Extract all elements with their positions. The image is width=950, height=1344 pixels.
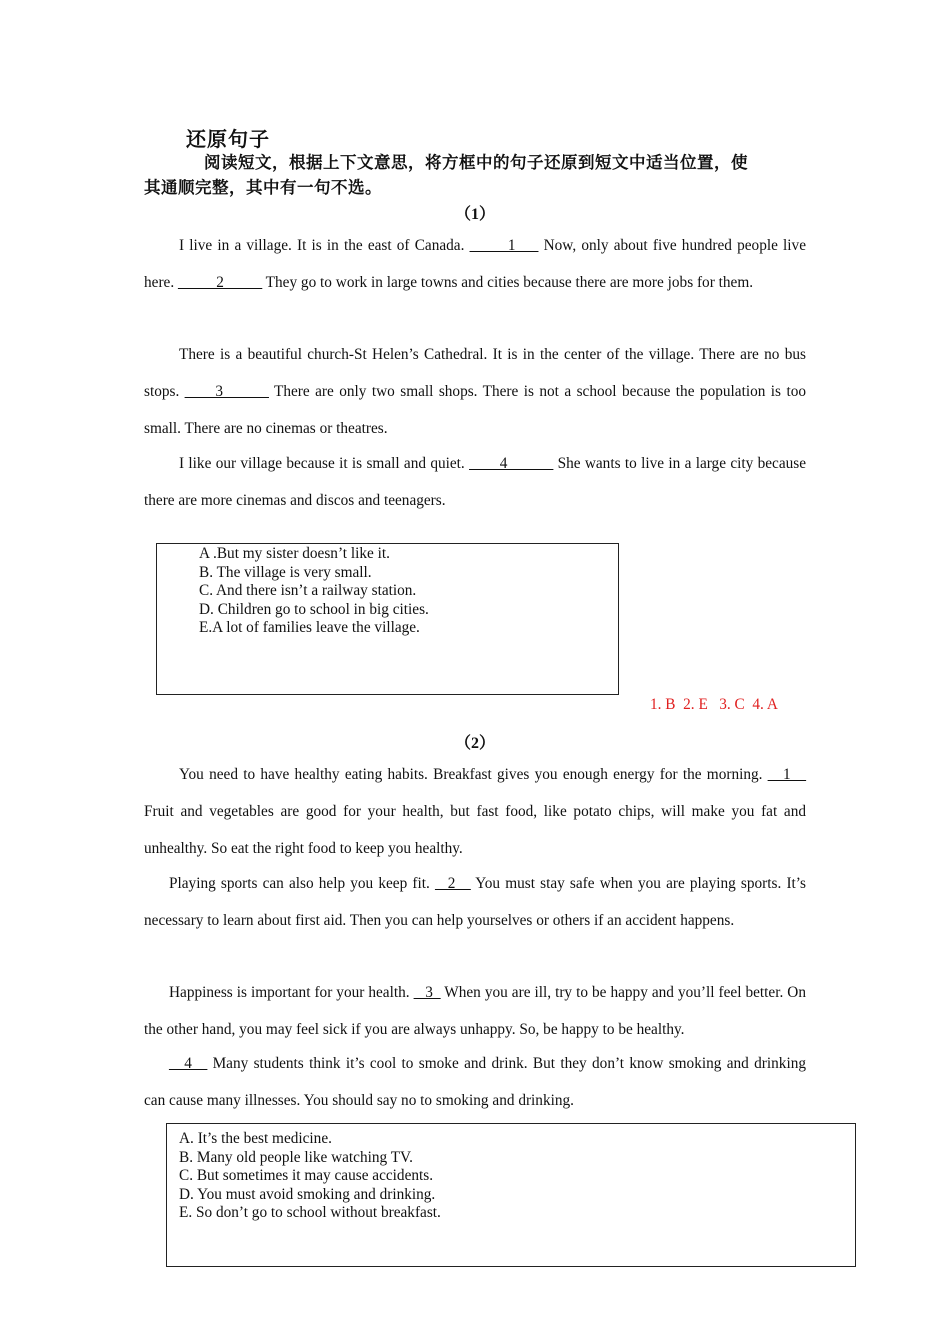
s2-blank-3: _3_ bbox=[413, 984, 441, 1001]
section-2-passage-4 bbox=[144, 1045, 806, 1119]
blank-1: _____1___ bbox=[469, 237, 539, 254]
s1-paragraph-3: I like our village because it is small and quiet. ____4______ She wants to live in a large city because there are more cinemas and discos and teenagers. bbox=[144, 455, 806, 509]
section-1-label: （1） bbox=[454, 206, 495, 223]
s2-paragraph-4: __4__ Many students think it’s cool to smoke and drink. But they don’t know smoking and drinking can cause many illnesses. You should say no to smoking and drinking. bbox=[144, 1055, 806, 1109]
s1-option-e: E.A lot of families leave the village. bbox=[199, 619, 420, 637]
s2-blank-2: _2__ bbox=[434, 875, 471, 892]
section-2-options-box bbox=[166, 1123, 856, 1267]
s1-option-b: B. The village is very small. bbox=[199, 563, 372, 581]
s2-option-e: E. So don’t go to school without breakfast. bbox=[179, 1204, 441, 1222]
instructions bbox=[144, 150, 806, 200]
section-2-label: （2） bbox=[454, 735, 495, 752]
s1-paragraph-2: There is a beautiful church-St Helen’s Cathedral. It is in the center of the village. There are no bus stops. ____3______ There are only two small shops. There is not a school because the population is too small. There are no cinemas or theatres. bbox=[144, 346, 806, 437]
s2-paragraph-3: Happiness is important for your health. _3_ When you are ill, try to be happy and you’ll feel better. On the other hand, you may feel sick if you are always unhappy. So, be happy to be healthy. bbox=[144, 984, 806, 1038]
s2-option-c: C. But sometimes it may cause accidents. bbox=[179, 1167, 434, 1185]
s1-option-a: A .But my sister doesn’t like it. bbox=[199, 545, 390, 562]
s2-option-a: A. It’s the best medicine. bbox=[179, 1130, 332, 1147]
blank-2: _____2_____ bbox=[177, 274, 263, 291]
section-1-answers: 1. B 2. E 3. C 4. A bbox=[650, 696, 778, 713]
section-2-passage-2 bbox=[144, 865, 806, 939]
s1-paragraph-1: I live in a village. It is in the east of Canada. _____1___ Now, only about five hundred people live here. _____2_____ They go to work in large towns and cities because there are more jobs for them. bbox=[144, 237, 806, 291]
section-1-options-box bbox=[156, 543, 619, 695]
section-1-passage-3 bbox=[144, 445, 806, 519]
s2-blank-1: __1__ bbox=[767, 766, 806, 783]
section-1-passage bbox=[144, 227, 806, 301]
s1-option-c: C. And there isn’t a railway station. bbox=[199, 582, 417, 600]
section-2-passage-3 bbox=[144, 974, 806, 1048]
blank-4: ____4______ bbox=[469, 455, 554, 472]
s2-option-d: D. You must avoid smoking and drinking. bbox=[179, 1185, 436, 1203]
s2-blank-4: __4__ bbox=[169, 1055, 208, 1072]
section-2-passage bbox=[144, 756, 806, 867]
section-1-passage-2 bbox=[144, 336, 806, 447]
s2-paragraph-2: Playing sports can also help you keep fit. _2__ You must stay safe when you are playing sports. It’s necessary to learn about first aid. Then you can help yourselves or others if an accident happens. bbox=[144, 875, 806, 929]
s1-option-d: D. Children go to school in big cities. bbox=[199, 600, 429, 618]
blank-3: ____3______ bbox=[184, 383, 269, 400]
instructions-line-1: 阅读短文，根据上下文意思，将方框中的句子还原到短文中适当位置，使 bbox=[204, 153, 748, 172]
page-title: 还原句子 bbox=[186, 129, 270, 151]
s2-option-b: B. Many old people like watching TV. bbox=[179, 1148, 413, 1166]
instructions-line-2: 其通顺完整，其中有一句不选。 bbox=[144, 178, 382, 197]
s2-paragraph-1: You need to have healthy eating habits. Breakfast gives you enough energy for the morning. __1__ Fruit and vegetables are good for your health, but fast food, like potato chips, will make you fat and unhealthy. So eat the right food to keep you healthy. bbox=[144, 766, 806, 857]
